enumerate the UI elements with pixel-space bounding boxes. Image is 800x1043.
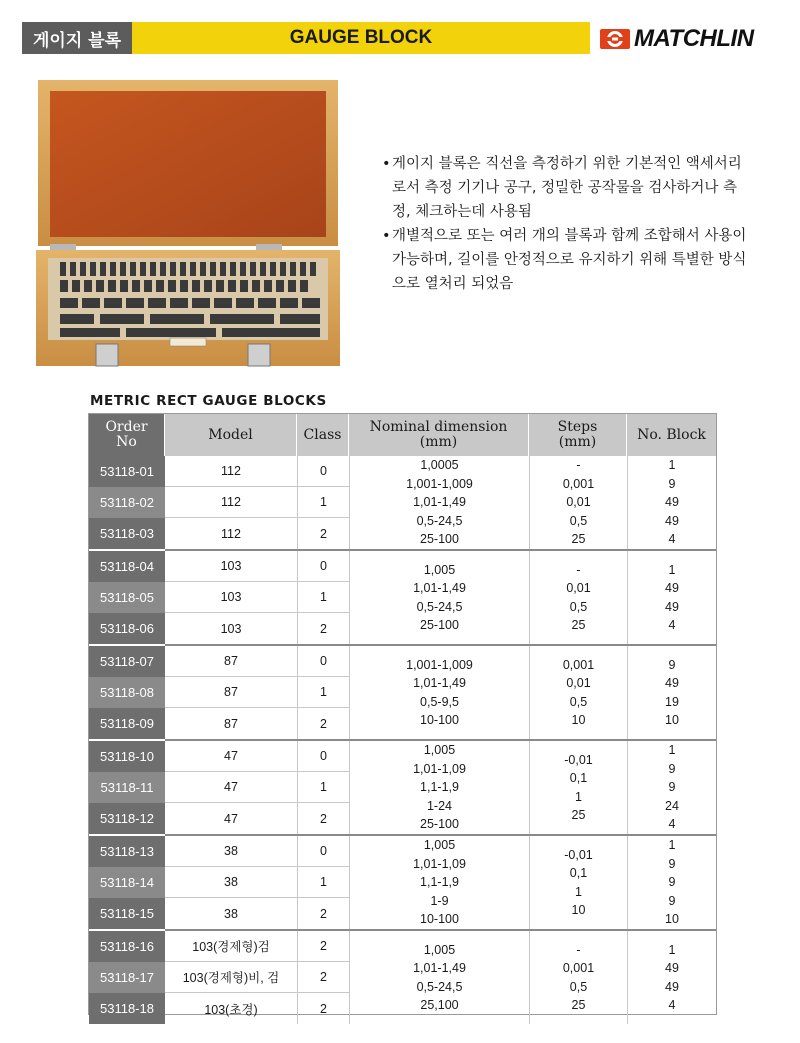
no-block-cell-value: 49 [665,495,679,510]
header-steps: Steps (mm) [529,414,627,456]
nominal-dimension-cell-value: 1-24 [426,798,453,813]
model-cell: 103 [165,582,297,613]
model-cell: 112 [165,456,297,487]
order-no-cell: 53118-02 [89,487,165,518]
model-cell: 87 [165,677,297,708]
page-title: GAUGE BLOCK [132,22,590,54]
nominal-dimension-cell-value: 1,001-1,009 [406,657,473,672]
steps-cell-value: 0,001 [562,961,595,975]
class-cell: 1 [297,487,349,518]
class-cell: 2 [297,708,349,739]
steps-cell-value: 0,5 [569,513,588,528]
nominal-dimension-cell-value: 1,01-1,49 [413,581,466,595]
model-cell: 103 [165,551,297,582]
steps-cell-value: 0,01 [566,495,591,510]
header-order-no: Order No [89,414,165,456]
table-header [89,414,716,456]
table-group [89,836,716,929]
steps-cell-value: 10 [571,903,586,917]
table-group [89,646,716,739]
header-bar [22,22,590,54]
steps-cell-value: - [576,942,581,957]
header-model: Model [165,414,297,456]
order-no-cell: 53118-05 [89,582,165,613]
steps-cell-value: - [576,562,581,577]
no-block-cell-value: 10 [665,912,679,927]
no-block-cell-value: 1 [668,838,676,853]
model-cell: 103(초경) [204,1002,258,1017]
nominal-dimension-cell-value: 0,5-24,5 [416,513,463,528]
no-block-cell [627,836,716,929]
nominal-dimension-cell-value: 1,0005 [420,458,459,473]
steps-cell-value: 0,001 [562,476,595,491]
no-block-cell-value: 9 [668,476,676,491]
no-block-cell-value: 9 [668,761,676,776]
class-cell: 0 [297,836,349,867]
model-cell: 87 [224,716,238,731]
nominal-dimension-cell-value: 0,5-9,5 [420,694,459,709]
class-cell: 0 [297,456,349,487]
steps-cell-value: 25 [571,532,586,547]
no-block-cell-value: 49 [665,961,679,975]
model-cell: 112 [221,526,241,541]
no-block-cell-value: 1 [668,942,676,957]
steps-cell-value: 0,1 [569,771,588,785]
model-cell: 87 [165,646,297,677]
nominal-dimension-cell-value: 1,01-1,09 [413,856,466,871]
no-block-cell-value: 1 [668,743,676,758]
category-label: 게이지 블록 [22,22,132,54]
model-cell: 103 [220,621,242,636]
nominal-dimension-cell-value: 25-100 [420,618,459,632]
nominal-dimension-cell [349,551,529,644]
steps-cell [529,741,627,834]
order-no-cell: 53118-17 [89,962,165,993]
nominal-dimension-cell-value: 1,01-1,49 [413,961,466,975]
class-cell: 2 [297,962,349,993]
order-no-cell: 53118-12 [89,803,165,834]
no-block-cell [627,931,716,1024]
description-bullet: • 게이지 블록은 직선을 측정하기 위한 기본적인 액세서리 로서 측정 기기나 공구, 정밀한 공작물을 검사하거나 측 정, 체크하는데 사용됨 [382,156,742,220]
nominal-dimension-cell-value: 1,001-1,009 [406,476,473,491]
class-cell: 0 [297,741,349,772]
no-block-cell-value: 9 [668,875,676,890]
brand-logo-icon [600,26,630,52]
header-nominal-dimension: Nominal dimension (mm) [349,414,529,456]
class-cell: 1 [297,867,349,898]
no-block-cell-value: 9 [668,856,676,871]
no-block-cell-value: 49 [665,979,679,994]
steps-cell [529,456,627,549]
nominal-dimension-cell-value: 25-100 [420,817,459,832]
order-no-cell: 53118-18 [89,993,165,1024]
nominal-dimension-cell-value: 10-100 [420,912,459,927]
section-title: METRIC RECT GAUGE BLOCKS [90,393,327,409]
steps-cell-value: 0,5 [569,979,588,994]
nominal-dimension-cell [349,931,529,1024]
nominal-dimension-cell-value: 1,005 [423,838,456,853]
no-block-cell-value: 1 [668,562,676,577]
nominal-dimension-cell-value: 1,005 [423,942,456,957]
model-cell: 38 [224,906,238,921]
nominal-dimension-cell-value: 25-100 [420,532,459,547]
gauge-block-case-photo [30,76,348,374]
steps-cell-value: 25 [571,618,586,632]
steps-cell [529,931,627,1024]
table-group [89,456,716,549]
table-group [89,741,716,834]
nominal-dimension-cell-value: 1-9 [430,893,449,908]
order-no-cell: 53118-14 [89,867,165,898]
no-block-cell [627,551,716,644]
model-cell: 47 [165,772,297,803]
class-cell: 2 [297,898,349,929]
order-no-cell: 53118-03 [89,518,165,549]
model-cell: 38 [165,867,297,898]
steps-cell-value: - [576,458,581,473]
nominal-dimension-cell-value: 1,005 [423,743,456,758]
steps-cell-value: 25 [571,998,586,1012]
order-no-cell: 53118-09 [89,708,165,739]
no-block-cell [627,456,716,549]
brand [600,24,754,54]
description-bullet: • 개별적으로 또는 여러 개의 블록과 함께 조합해서 사용이 가능하며, 길이를 안정적으로 유지하기 위해 특별한 방식 으로 열처리 되었음 [382,228,747,292]
nominal-dimension-cell-value: 0,5-24,5 [416,599,463,614]
model-cell: 47 [224,811,238,826]
steps-cell-value: 1 [575,789,582,804]
nominal-dimension-cell [349,456,529,549]
order-no-cell: 53118-08 [89,677,165,708]
order-no-cell: 53118-06 [89,613,165,644]
class-cell: 0 [297,551,349,582]
class-cell: 2 [297,518,349,549]
nominal-dimension-cell-value: 1,005 [423,562,456,577]
no-block-cell-value: 49 [665,513,679,528]
class-cell: 0 [297,646,349,677]
steps-cell-value: -0,01 [564,752,593,767]
no-block-cell-value: 4 [668,998,676,1012]
nominal-dimension-cell-value: 1,1-1,9 [420,875,459,890]
no-block-cell-value: 49 [665,599,679,614]
no-block-cell-value: 9 [668,657,676,672]
steps-cell-value: -0,01 [564,847,593,862]
class-cell: 2 [297,613,349,644]
steps-cell-value: 0,1 [569,866,588,880]
steps-cell-value: 0,01 [566,676,591,690]
order-no-cell: 53118-13 [89,836,165,867]
no-block-cell-value: 4 [668,532,676,547]
model-cell: 112 [165,487,297,518]
class-cell: 1 [297,677,349,708]
class-cell: 2 [297,803,349,834]
steps-cell-value: 10 [571,713,586,727]
order-no-cell: 53118-11 [89,772,165,803]
table-group [89,551,716,644]
order-no-cell: 53118-10 [89,741,165,772]
nominal-dimension-cell-value: 1,1-1,9 [420,780,459,795]
product-description [382,152,782,296]
brand-name: MATCHLIN [634,25,754,52]
steps-cell-value: 0,5 [569,694,588,709]
no-block-cell-value: 10 [665,713,679,727]
no-block-cell-value: 4 [668,817,676,832]
no-block-cell-value: 9 [668,893,676,908]
steps-cell [529,646,627,739]
steps-cell-value: 0,001 [562,657,595,672]
no-block-cell-value: 4 [668,618,676,632]
header-no-block: No. Block [637,426,706,443]
order-no-cell: 53118-01 [89,456,165,487]
class-cell: 1 [297,772,349,803]
no-block-cell [627,646,716,739]
nominal-dimension-cell-value: 1,01-1,49 [413,676,466,690]
nominal-dimension-cell-value: 25,100 [420,998,459,1012]
order-no-cell: 53118-07 [89,646,165,677]
order-no-cell: 53118-16 [89,931,165,962]
no-block-cell-value: 1 [668,458,676,473]
steps-cell [529,551,627,644]
order-no-cell: 53118-04 [89,551,165,582]
steps-cell-value: 25 [571,808,586,822]
nominal-dimension-cell-value: 1,01-1,49 [413,495,466,510]
no-block-cell-value: 24 [665,798,679,813]
gauge-block-table [88,413,717,1015]
nominal-dimension-cell [349,741,529,834]
nominal-dimension-cell-value: 0,5-24,5 [416,979,463,994]
model-cell: 47 [165,741,297,772]
nominal-dimension-cell [349,836,529,929]
model-cell: 103(경제형)검 [165,931,297,962]
no-block-cell-value: 49 [665,581,679,595]
steps-cell-value: 1 [575,884,582,899]
model-cell: 103(경제형)비, 검 [165,962,297,993]
table-group [89,931,716,1024]
class-cell: 2 [297,993,349,1024]
steps-cell [529,836,627,929]
no-block-cell-value: 19 [665,694,679,709]
no-block-cell-value: 49 [665,676,679,690]
no-block-cell-value: 9 [668,780,676,795]
steps-cell-value: 0,5 [569,599,588,614]
class-cell: 1 [297,582,349,613]
class-cell: 2 [297,931,349,962]
order-no-cell: 53118-15 [89,898,165,929]
model-cell: 38 [165,836,297,867]
nominal-dimension-cell [349,646,529,739]
nominal-dimension-cell-value: 10-100 [420,713,459,727]
nominal-dimension-cell-value: 1,01-1,09 [413,761,466,776]
no-block-cell [627,741,716,834]
steps-cell-value: 0,01 [566,581,591,595]
header-class: Class [297,414,349,456]
